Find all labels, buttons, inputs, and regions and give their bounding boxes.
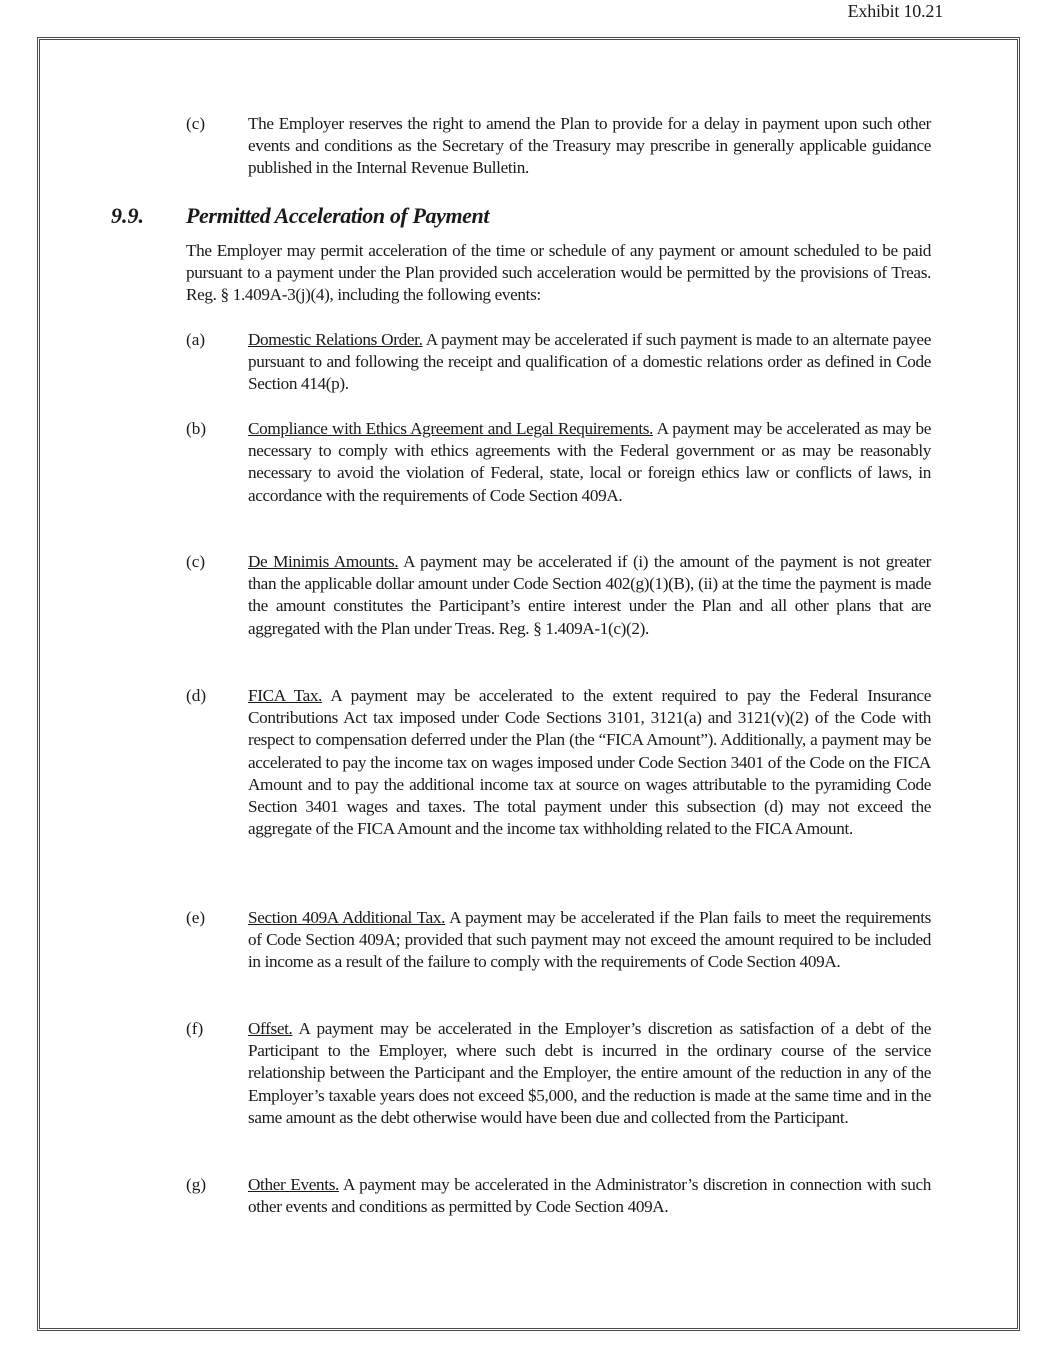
item-label: (c) (186, 552, 206, 571)
item-heading: De Minimis Amounts. (248, 552, 399, 571)
item-label: (e) (186, 908, 206, 927)
item-text: A payment may be accelerated in the Administrator’s discretion in connection with such other events and conditions as permitted by Code Section 409A. (248, 1175, 931, 1217)
item-label: (d) (186, 686, 207, 705)
item-label: (b) (186, 419, 207, 438)
section-intro: The Employer may permit acceleration of the time or schedule of any payment or amount scheduled to be paid pursuant to a payment under the Plan provided such acceleration would be permitted by the provisions of Treas. Reg. § 1.409A-3(j)(4), including the following events: (186, 241, 931, 305)
section-title: Permitted Acceleration of Payment (186, 203, 490, 228)
preceding-item-text: The Employer reserves the right to amend the Plan to provide for a delay in payment upon such other events and conditions as the Secretary of the Treasury may prescribe in generally applicable guidance published in the Internal Revenue Bulletin. (248, 114, 931, 178)
item-text: A payment may be accelerated as may be necessary to comply with ethics agreements with the Federal government or as may be reasonably necessary to avoid the violation of Federal, state, local or foreign ethics law or conflicts of laws, in accordance with the requirements of Code Section 409A. (248, 419, 931, 505)
item-heading: FICA Tax. (248, 686, 323, 705)
list-item (248, 329, 931, 396)
item-label: (a) (186, 330, 206, 349)
list-item (248, 685, 931, 840)
item-text: A payment may be accelerated in the Employer’s discretion as satisfaction of a debt of the Participant to the Employer, where such debt is incurred in the ordinary course of the service relationship between the Participant and the Employer, the entire amount of the reduction in any of the Employer’s taxable years does not exceed $5,000, and the reduction is made at the same time and in the same amount as the debt otherwise would have been due and collected from the Participant. (248, 1019, 931, 1127)
section-number: 9.9. (111, 203, 144, 228)
item-heading: Section 409A Additional Tax. (248, 908, 446, 927)
exhibit-label: Exhibit 10.21 (847, 1, 943, 21)
item-label: (c) (186, 114, 206, 133)
item-heading: Other Events. (248, 1175, 339, 1194)
list-item (248, 907, 931, 974)
item-label: (f) (186, 1019, 204, 1038)
item-heading: Compliance with Ethics Agreement and Legal Requirements. (248, 419, 654, 438)
list-item (248, 418, 931, 507)
item-label: (g) (186, 1175, 207, 1194)
item-text: A payment may be accelerated if such payment is made to an alternate payee pursuant to and following the receipt and qualification of a domestic relations order as defined in Code Section 414(p). (248, 330, 931, 394)
list-item (248, 551, 931, 640)
item-text: A payment may be accelerated if (i) the amount of the payment is not greater than the applicable dollar amount under Code Section 402(g)(1)(B), (ii) at the time the payment is made the amount constitutes the Participant’s entire interest under the Plan and all other plans that are aggregated with the Plan under Treas. Reg. § 1.409A-1(c)(2). (248, 552, 931, 638)
list-item (248, 1174, 931, 1218)
item-text: A payment may be accelerated if the Plan fails to meet the requirements of Code Section 409A; provided that such payment may not exceed the amount required to be included in income as a result of the failure to comply with the requirements of Code Section 409A. (248, 908, 932, 972)
item-heading: Offset. (248, 1019, 293, 1038)
list-item (248, 1018, 931, 1129)
page-border-frame (37, 37, 1020, 1331)
item-heading: Domestic Relations Order. (248, 330, 423, 349)
item-text: A payment may be accelerated to the extent required to pay the Federal Insurance Contributions Act tax imposed under Code Sections 3101, 3121(a) and 3121(v)(2) of the Code with respect to compensation deferred under the Plan (the “FICA Amount”). Additionally, a payment may be accelerated to pay the income tax on wages imposed under Code Section 3401 of the Code on the FICA Amount and to pay the additional income tax at source on wages attributable to the pyramiding Code Section 3401 wages and taxes. The total payment under this subsection (d) may not exceed the aggregate of the FICA Amount and the income tax withholding related to the FICA Amount. (248, 686, 931, 839)
